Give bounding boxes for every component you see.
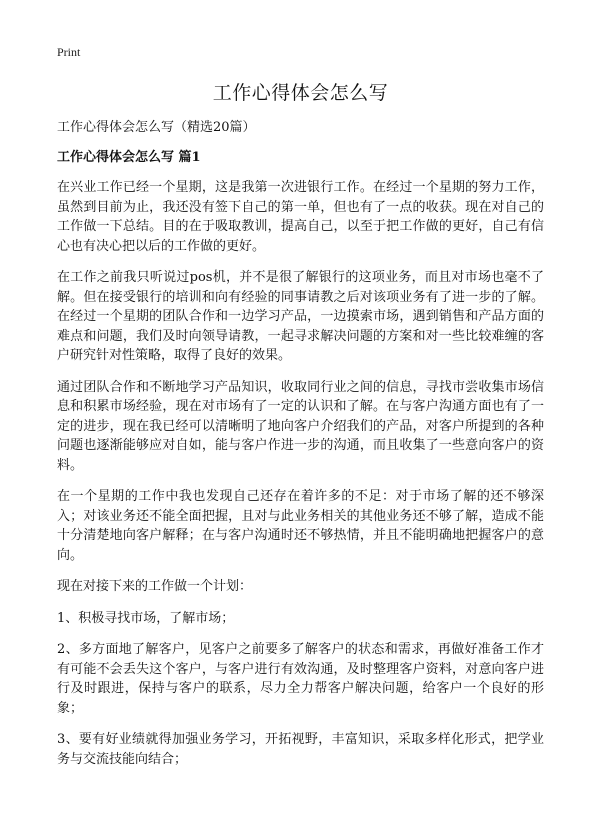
- paragraph: 在兴业工作已经一个星期，这是我第一次进银行工作。在经过一个星期的努力工作，虽然到目前为止，我还没有签下自己的第一单，但也有了一点的收获。现在对自己的工作做一下总结。目的在于吸取教训，提高自己，以至于把工作做的更好，自己有信心也有决心把以后的工作做的更好。: [57, 180, 544, 254]
- document-title: 工作心得体会怎么写: [212, 82, 389, 104]
- paragraph: 现在对接下来的工作做一个计划：: [57, 579, 253, 594]
- paragraph: 3、要有好业绩就得加强业务学习，开拓视野，丰富知识，采取多样化形式，把学业务与交流技能向结合；: [57, 732, 544, 767]
- paragraph: 2、多方面地了解客户，见客户之前要多了解客户的状态和需求，再做好准备工作才有可能不会丢失这个客户，与客户进行有效沟通，及时整理客户资料，对意向客户进行及时跟进，保持与客户的联系，尽力全力帮客户解决问题，给客户一个良好的形象；: [57, 642, 544, 716]
- paragraph: 在一个星期的工作中我也发现自己还存在着许多的不足：对于市场了解的还不够深入；对该业务还不能全面把握，且对与此业务相关的其他业务还不够了解，造成不能十分清楚地向客户解释；在与客户沟通时还不够热情，并且不能明确地把握客户的意向。: [57, 489, 544, 563]
- section-heading: 工作心得体会怎么写 篇1: [57, 150, 201, 165]
- paragraph: 1、积极寻找市场，了解市场；: [57, 610, 235, 626]
- paragraph: 在工作之前我只听说过pos机，并不是很了解银行的这项业务，而且对市场也毫不了解。但在接受银行的培训和向有经验的同事请教之后对该项业务有了进一步的了解。在经过一个星期的团队合作和一边学习产品，一边摸索市场，遇到销售和产品方面的难点和问题，我们及时向领导请教，一起寻求解决问题的方案和对一些比较难缠的客户研究针对性策略，取得了良好的效果。: [57, 270, 544, 363]
- paragraph: 通过团队合作和不断地学习产品知识，收取同行业之间的信息，寻找市尝收集市场信息和积累市场经验，现在对市场有了一定的认识和了解。在与客户沟通方面也有了一定的进步，现在我已经可以清晰明了地向客户介绍我们的产品，对客户所提到的各种问题也逐渐能够应对自如，能与客户作进一步的沟通，而且收集了一些意向客户的资料。: [57, 379, 544, 473]
- document-subtitle: 工作心得体会怎么写（精选20篇）: [57, 120, 256, 135]
- print-link[interactable]: Print: [57, 45, 81, 59]
